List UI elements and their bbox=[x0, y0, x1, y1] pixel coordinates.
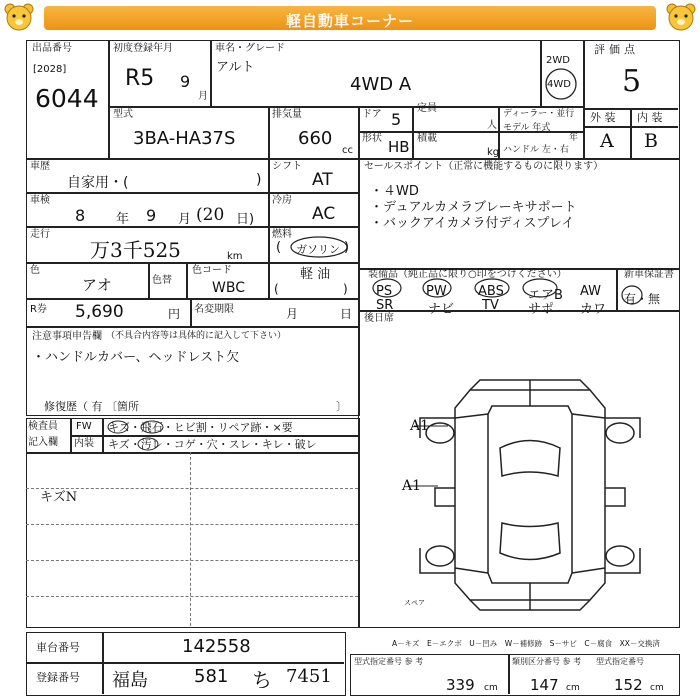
warranty-circle-icon bbox=[620, 284, 644, 306]
body-shape-value: HB bbox=[388, 138, 410, 156]
model-name-label: 車名・グレード bbox=[215, 43, 285, 54]
fuel-paren-close: ) bbox=[344, 240, 350, 255]
title-bar bbox=[44, 6, 656, 30]
drive-2wd-label: 2WD bbox=[546, 55, 570, 66]
equip-leather: カワ bbox=[580, 302, 607, 317]
fuel-paren-close-2: ) bbox=[343, 282, 348, 296]
model-year-label: モデル 年式 bbox=[503, 123, 551, 133]
lot-label: 出品番号 bbox=[32, 43, 72, 54]
car-diagram-icon bbox=[400, 378, 660, 618]
color-change-label: 色替 bbox=[152, 275, 172, 286]
fuel-label: 燃料 bbox=[272, 229, 292, 240]
plate-class: 581 bbox=[194, 666, 229, 687]
load-unit: kg bbox=[487, 147, 500, 158]
shift-label: シフト bbox=[272, 161, 302, 172]
spare-label: スペア bbox=[404, 599, 425, 607]
aircon-label: 冷房 bbox=[272, 195, 292, 206]
equipment-circles-icon bbox=[360, 276, 620, 298]
type-value: 3BA-HA37S bbox=[133, 128, 236, 149]
model-name-value: アルト bbox=[216, 60, 255, 75]
sales-point-1: ・４WD bbox=[370, 184, 419, 199]
notes-grid-frame bbox=[26, 452, 360, 628]
color-code-label: 色コード bbox=[192, 265, 232, 276]
color-code-value: WBC bbox=[212, 280, 245, 296]
warranty-label: 新車保証書 bbox=[624, 269, 674, 280]
history-close: ) bbox=[256, 172, 262, 188]
lot-number: 6044 bbox=[35, 84, 99, 113]
notes-sub: （不具合内容等は具体的に記入して下さい） bbox=[106, 331, 287, 341]
displacement-label: 排気量 bbox=[272, 109, 302, 120]
repair-history-close: 〕 bbox=[336, 400, 347, 413]
handwritten-note: キズN bbox=[40, 490, 78, 505]
ref-value: 152 bbox=[614, 676, 643, 694]
damage-mark-1: A1 bbox=[410, 418, 430, 434]
lot-sub: [2028] bbox=[33, 64, 67, 75]
repair-history-label: 修復歴（ 有 〔箇所 bbox=[44, 400, 139, 413]
plate-number: 7451 bbox=[286, 666, 332, 687]
equipment-label: 装備品（純正品に限り○印をつけください） bbox=[368, 269, 567, 280]
equip-aw: AW bbox=[580, 284, 602, 299]
notes-label: 注意事項申告欄 bbox=[32, 331, 102, 342]
fuel-gasoline: ガソリン bbox=[296, 243, 340, 256]
cert-label: 型式指定番号 参 考 bbox=[354, 657, 424, 666]
interior-label: 内 装 bbox=[637, 111, 663, 124]
registration-month-unit: 月 bbox=[198, 91, 208, 102]
damage-legend: A－キズ E－エクボ U－凹み W－補修跡 S－サビ C－腐食 XX－交換済 bbox=[392, 639, 660, 648]
exterior-label: 外 装 bbox=[590, 111, 616, 124]
plate-kana: ち bbox=[252, 668, 272, 692]
name-change-month: 月 bbox=[286, 307, 299, 321]
plate-region: 福島 bbox=[112, 670, 148, 691]
model-year-unit: 年 bbox=[569, 133, 579, 143]
color-label: 色 bbox=[30, 265, 40, 276]
inspector-in: 内装 bbox=[74, 438, 94, 449]
damage-mark-2: A1 bbox=[402, 478, 422, 494]
recycle-value: 5,690 bbox=[75, 302, 124, 322]
ref-label: 型式指定番号 bbox=[596, 657, 644, 666]
sales-point-2: ・デュアルカメラブレーキサポート bbox=[370, 200, 577, 215]
notes-text: ・ハンドルカバー、ヘッドレスト欠 bbox=[32, 350, 240, 365]
inspection-month: 9 bbox=[146, 206, 157, 225]
category-label: 類別区分番号 参 考 bbox=[512, 657, 582, 666]
category-value: 147 bbox=[530, 676, 559, 694]
load-label: 積載 bbox=[417, 133, 437, 144]
registration-era: R5 bbox=[125, 66, 155, 91]
equip-tv: TV bbox=[482, 298, 499, 313]
equip-abs: ABS bbox=[478, 284, 504, 299]
score-value: 5 bbox=[622, 64, 642, 99]
handle-label: ハンドル 左・右 bbox=[503, 145, 569, 155]
rear-seat-label: 後日席 bbox=[364, 313, 394, 324]
sales-point-3: ・バックアイカメラ付ディスプレイ bbox=[370, 216, 575, 231]
mileage-value: 万3千525 bbox=[90, 238, 181, 262]
cert-unit: cm bbox=[484, 683, 498, 693]
chassis-value: 142558 bbox=[182, 636, 251, 657]
fuel-circle-icon bbox=[286, 234, 352, 260]
registration-label: 初度登録年月 bbox=[113, 43, 173, 54]
equip-sr: SR bbox=[376, 298, 394, 313]
displacement-unit: cc bbox=[342, 145, 353, 156]
category-unit: cm bbox=[566, 683, 580, 693]
recycle-label: R券 bbox=[30, 304, 47, 315]
inspector-in-items: キズ・汚レ・コゲ・穴・スレ・キレ・破レ bbox=[108, 438, 317, 451]
equip-airbag: エアB bbox=[528, 288, 563, 303]
header-banner bbox=[0, 0, 700, 34]
type-label: 型式 bbox=[113, 109, 133, 120]
dealer-label: ディーラー・並行 bbox=[503, 109, 575, 119]
aircon-value: AC bbox=[312, 204, 336, 224]
inspection-month-unit: 月 bbox=[178, 212, 192, 227]
capacity-unit: 人 bbox=[487, 120, 497, 131]
shift-value: AT bbox=[312, 170, 333, 190]
model-grade: 4WD A bbox=[350, 74, 412, 95]
cert-value: 339 bbox=[446, 676, 475, 694]
equip-support: サポ bbox=[528, 302, 555, 317]
fuel-diesel: 軽 油 bbox=[300, 267, 331, 282]
interior-value: B bbox=[644, 130, 658, 152]
inspection-day-close: 日) bbox=[236, 212, 255, 227]
bear-mascot-icon bbox=[2, 2, 36, 34]
color-value: アオ bbox=[82, 276, 112, 294]
inspection-label: 車検 bbox=[30, 195, 50, 206]
inspector-fw-items: キズ・飛石・ヒビ割・リペア跡・×要 bbox=[108, 421, 293, 434]
bear-mascot-icon bbox=[664, 2, 698, 34]
recycle-unit: 円 bbox=[168, 307, 181, 321]
warranty-value: 有・無 bbox=[624, 292, 661, 306]
body-shape-label: 形状 bbox=[362, 133, 382, 144]
equip-navi: ナビ bbox=[428, 302, 455, 317]
history-value: 自家用・( bbox=[67, 175, 129, 191]
inspection-year-unit: 年 bbox=[116, 212, 130, 227]
capacity-label: 定員 bbox=[417, 103, 437, 114]
inspection-year: 8 bbox=[75, 206, 86, 225]
mileage-unit: km bbox=[227, 251, 243, 262]
equip-ps: PS bbox=[376, 284, 393, 299]
doors-label: ドア bbox=[362, 109, 382, 120]
inspector-circles-icon bbox=[104, 418, 224, 452]
inspection-day: (20 bbox=[196, 205, 225, 225]
ref-unit: cm bbox=[650, 683, 664, 693]
equip-pw: PW bbox=[426, 284, 447, 299]
name-change-label: 名変期限 bbox=[194, 304, 234, 315]
name-change-day: 日 bbox=[340, 307, 353, 321]
doors-value: 5 bbox=[391, 110, 402, 129]
drive-4wd-value: 4WD bbox=[547, 79, 571, 90]
history-label: 車歴 bbox=[30, 161, 50, 172]
mileage-label: 走行 bbox=[30, 229, 50, 240]
sales-points-label: セールスポイント（正常に機能するものに限ります） bbox=[364, 161, 604, 172]
inspector-fw: FW bbox=[76, 421, 92, 432]
score-label: 評価点 bbox=[594, 43, 639, 56]
exterior-value: A bbox=[600, 130, 614, 152]
page-title: 軽自動車コーナー bbox=[285, 12, 414, 30]
fuel-paren-open-2: ( bbox=[274, 282, 279, 296]
displacement-value: 660 bbox=[298, 128, 333, 149]
inspector-label-2: 記入欄 bbox=[28, 437, 58, 448]
fuel-paren-open: ( bbox=[276, 240, 282, 255]
chassis-label: 車台番号 bbox=[36, 641, 80, 654]
inspector-label: 検査員 bbox=[28, 421, 58, 432]
plate-label: 登録番号 bbox=[36, 671, 80, 684]
registration-month: 9 bbox=[180, 72, 191, 91]
